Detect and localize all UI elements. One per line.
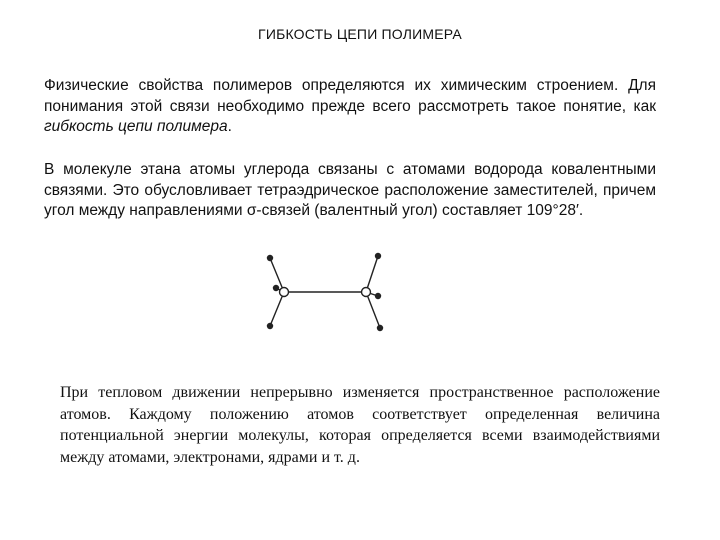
hydrogen-atom bbox=[375, 253, 381, 259]
hydrogen-atom bbox=[375, 293, 381, 299]
carbon-atom bbox=[280, 288, 289, 297]
hydrogen-atom bbox=[377, 325, 383, 331]
page-title: ГИБКОСТЬ ЦЕПИ ПОЛИМЕРА bbox=[258, 26, 462, 42]
intro-emphasis: гибкость цепи полимера bbox=[44, 118, 228, 135]
carbon-atom bbox=[362, 288, 371, 297]
ethane-paragraph: В молекуле этана атомы углерода связаны с атомами водорода ковалентными связями. Это обусловливает тетраэдрическое расположение заместителей, причем угол между направлениями σ-связей (валентный угол) составляет 109°28′. bbox=[44, 161, 656, 219]
intro-paragraph bbox=[44, 76, 656, 138]
hydrogen-atom bbox=[267, 323, 273, 329]
hydrogen-atom bbox=[273, 285, 279, 291]
c-h-bond bbox=[366, 256, 378, 292]
intro-text-end: . bbox=[227, 118, 232, 135]
thermal-motion-paragraph: При тепловом движении непрерывно изменяется пространственное расположение атомов. Каждому положению атомов соответствует определенная величина потенциальной энергии молекулы, которая определяется всеми взаимодействиями между атомами, электронами, ядрами и т. д. bbox=[60, 384, 660, 466]
intro-text: Физические свойства полимеров определяются их химическим строением. Для понимания этой связи необходимо прежде всего рассмотреть такое понятие, как bbox=[44, 77, 656, 115]
c-h-bond bbox=[270, 292, 284, 326]
ethane-molecule-diagram bbox=[250, 244, 400, 344]
hydrogen-atom bbox=[267, 255, 273, 261]
